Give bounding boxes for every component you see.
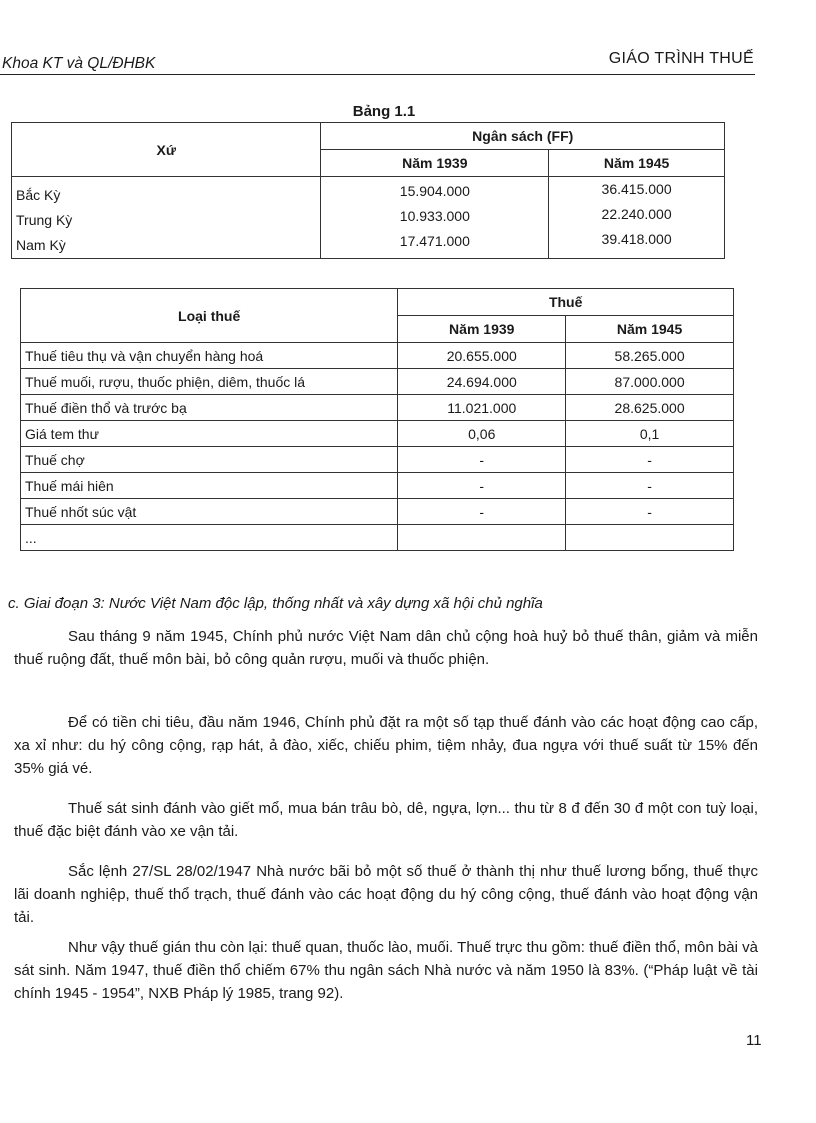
tax-value: 58.265.000 bbox=[566, 343, 734, 369]
budget-value: 36.415.000 bbox=[601, 181, 672, 197]
budget-value: 22.240.000 bbox=[601, 206, 672, 222]
region-list bbox=[12, 177, 321, 259]
budget-value: 10.933.000 bbox=[399, 208, 470, 224]
header-department: Khoa KT và QL/ĐHBK bbox=[2, 55, 156, 72]
tax-value: 87.000.000 bbox=[566, 369, 734, 395]
tax-value: 0,1 bbox=[566, 421, 734, 447]
column-header-year: Năm 1945 bbox=[549, 150, 725, 177]
table-row bbox=[21, 447, 734, 473]
tax-value: - bbox=[566, 473, 734, 499]
table-caption: Bảng 1.1 bbox=[352, 103, 416, 120]
budget-table bbox=[11, 122, 725, 259]
tax-name: Thuế mái hiên bbox=[21, 473, 398, 499]
table-header-row bbox=[12, 123, 725, 150]
table-row bbox=[21, 369, 734, 395]
budget-value: 17.471.000 bbox=[399, 233, 470, 249]
tax-value: - bbox=[398, 447, 566, 473]
table-header-row bbox=[21, 289, 734, 316]
tax-table bbox=[20, 288, 734, 551]
column-header-year: Năm 1939 bbox=[398, 316, 566, 343]
tax-value: - bbox=[566, 447, 734, 473]
tax-value bbox=[398, 525, 566, 551]
values-1939 bbox=[321, 177, 549, 259]
page-number: 11 bbox=[746, 1032, 762, 1049]
tax-name: Thuế muối, rượu, thuốc phiện, diêm, thuốc lá bbox=[21, 369, 398, 395]
column-header-tax: Thuế bbox=[398, 289, 734, 316]
tax-value: 28.625.000 bbox=[566, 395, 734, 421]
column-header-budget: Ngân sách (FF) bbox=[321, 123, 725, 150]
column-header-region: Xứ bbox=[12, 123, 321, 177]
tax-name: Thuế chợ bbox=[21, 447, 398, 473]
tax-name: Thuế nhốt súc vật bbox=[21, 499, 398, 525]
section-title: c. Giai đoạn 3: Nước Việt Nam độc lập, thống nhất và xây dựng xã hội chủ nghĩa bbox=[8, 595, 543, 612]
tax-value: 11.021.000 bbox=[398, 395, 566, 421]
region-name: Bắc Kỳ bbox=[16, 187, 61, 203]
paragraph: Như vậy thuế gián thu còn lại: thuế quan, thuốc lào, muối. Thuế trực thu gồm: thuế điền thổ, môn bài và sát sinh. Năm 1947, thuế điền thổ chiếm 67% thu ngân sách Nhà nước và năm 1950 là 83%. (“Pháp luật về tài chính 1945 - 1954”, NXB Pháp lý 1985, trang 92). bbox=[14, 939, 758, 1002]
tax-name: Thuế tiêu thụ và vận chuyển hàng hoá bbox=[21, 343, 398, 369]
region-name: Nam Kỳ bbox=[16, 237, 66, 253]
region-name: Trung Kỳ bbox=[16, 212, 73, 228]
table-row bbox=[21, 473, 734, 499]
budget-value: 39.418.000 bbox=[601, 231, 672, 247]
paragraph: Để có tiền chi tiêu, đầu năm 1946, Chính phủ đặt ra một số tạp thuế đánh vào các hoạt động cao cấp, xa xỉ như: du hý công cộng, rạp hát, ả đào, xiếc, chiếu phim, tiệm nhảy, đua ngựa với thuế suất từ 15% đến 35% giá vé. bbox=[14, 714, 758, 777]
table-body bbox=[12, 177, 725, 259]
tax-name: ... bbox=[21, 525, 398, 551]
tax-value: 20.655.000 bbox=[398, 343, 566, 369]
header-book-title: GIÁO TRÌNH THUẾ bbox=[608, 50, 754, 67]
values-1945 bbox=[549, 177, 725, 259]
table-row bbox=[21, 499, 734, 525]
tax-value: 24.694.000 bbox=[398, 369, 566, 395]
table-row bbox=[21, 421, 734, 447]
tax-value: - bbox=[566, 499, 734, 525]
column-header-year: Năm 1939 bbox=[321, 150, 549, 177]
table-row bbox=[21, 343, 734, 369]
tax-name: Thuế điền thổ và trước bạ bbox=[21, 395, 398, 421]
tax-value bbox=[566, 525, 734, 551]
paragraph: Thuế sát sinh đánh vào giết mổ, mua bán trâu bò, dê, ngựa, lợn... thu từ 8 đ đến 30 đ một con tuỳ loại, thuế đặc biệt đánh vào xe vận tải. bbox=[14, 800, 758, 840]
tax-value: 0,06 bbox=[398, 421, 566, 447]
tax-value: - bbox=[398, 473, 566, 499]
table-row bbox=[21, 395, 734, 421]
table-row bbox=[21, 525, 734, 551]
tax-name: Giá tem thư bbox=[21, 421, 398, 447]
column-header-tax-type: Loại thuế bbox=[21, 289, 398, 343]
paragraph: Sắc lệnh 27/SL 28/02/1947 Nhà nước bãi bỏ một số thuế ở thành thị như thuế lương bổng, thuế thực lãi doanh nghiệp, thuế thổ trạch, thuế đánh vào các hoạt động du hý công cộng, thuế đánh vào hoạt động vận tải. bbox=[14, 863, 758, 926]
column-header-year: Năm 1945 bbox=[566, 316, 734, 343]
budget-value: 15.904.000 bbox=[399, 183, 470, 199]
header-rule bbox=[0, 74, 755, 75]
paragraph: Sau tháng 9 năm 1945, Chính phủ nước Việt Nam dân chủ cộng hoà huỷ bỏ thuế thân, giảm và miễn thuế ruộng đất, thuế môn bài, bỏ công quản rượu, muối và thuốc phiện. bbox=[14, 628, 758, 668]
tax-value: - bbox=[398, 499, 566, 525]
